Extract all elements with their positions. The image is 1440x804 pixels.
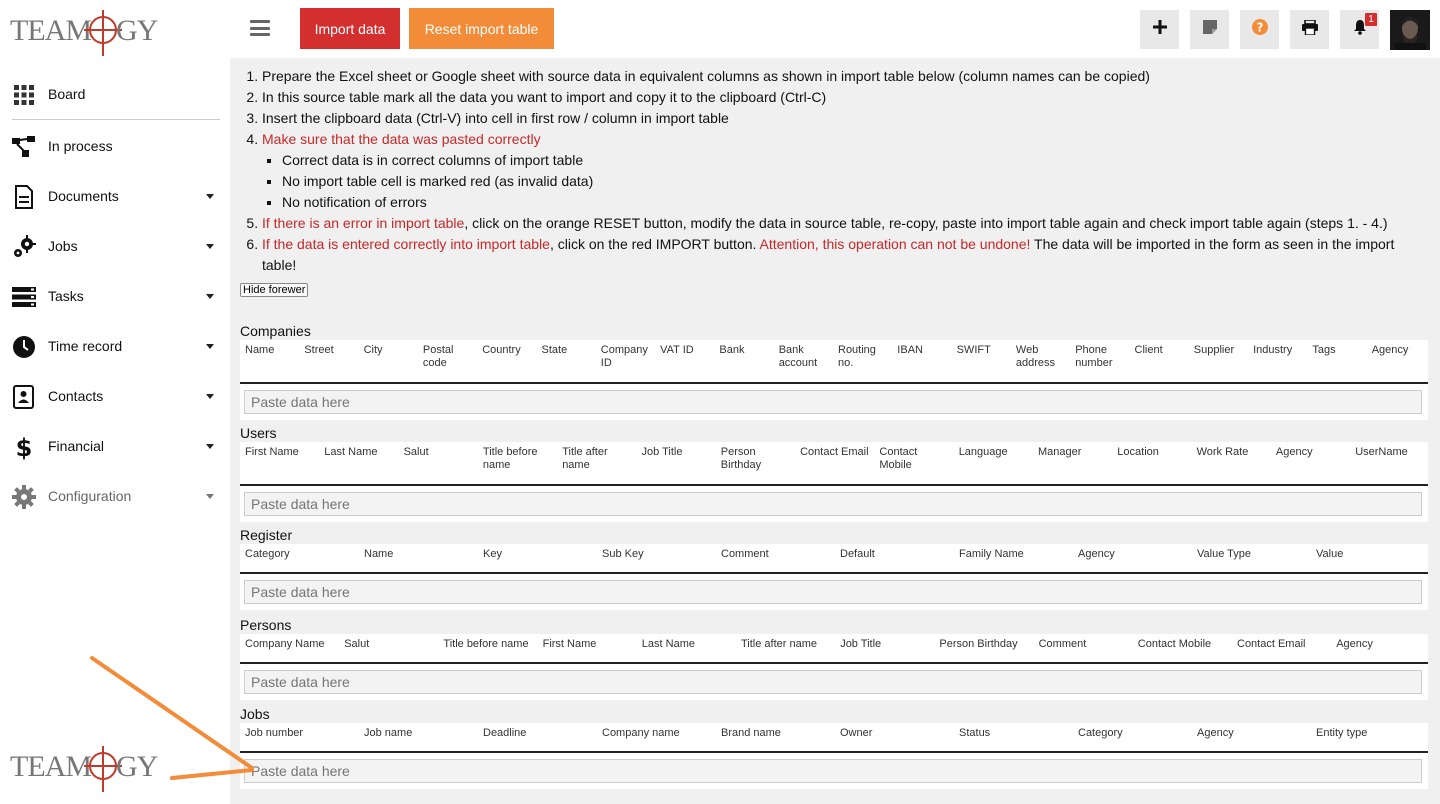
gears-icon — [12, 235, 36, 259]
column-header: Phone number — [1075, 344, 1113, 369]
svg-text:?: ? — [1256, 20, 1263, 35]
column-header: Web address — [1015, 344, 1056, 369]
section-title: Persons — [240, 617, 292, 633]
column-header: Entity type — [1316, 727, 1368, 739]
grid-icon — [12, 83, 36, 107]
jobs-import-table — [240, 705, 1428, 789]
column-header: Country — [482, 344, 521, 356]
contact-book-icon — [12, 385, 36, 409]
table-header-row — [240, 340, 1428, 384]
column-header: VAT ID — [660, 344, 694, 356]
column-header: Job Title — [840, 638, 882, 650]
table-header-row — [240, 544, 1428, 574]
column-header: Agency — [1078, 548, 1115, 560]
instruction-step-6 — [262, 234, 1430, 276]
column-header: Status — [959, 727, 991, 739]
persons-import-table — [240, 616, 1428, 700]
chevron-down-icon[interactable] — [206, 394, 214, 399]
clock-icon — [12, 335, 36, 359]
column-header: Postal code — [422, 344, 454, 369]
sidebar-item-financial[interactable] — [0, 426, 230, 466]
sidebar-item-documents[interactable] — [0, 176, 230, 216]
section-title: Register — [240, 527, 293, 543]
column-header: Title after name — [741, 638, 818, 650]
import-data-button[interactable]: Import data — [300, 8, 400, 49]
users-import-table — [240, 424, 1428, 522]
paste-data-input[interactable] — [244, 580, 1422, 604]
column-header: Job number — [245, 727, 304, 739]
column-header: Comment — [1038, 638, 1087, 650]
column-header: Title before name — [482, 446, 538, 471]
column-header: Agency — [1197, 727, 1234, 739]
column-header: Contact Mobile — [879, 446, 918, 471]
top-toolbar — [230, 0, 1440, 58]
instruction-step-3: 3. Insert the clipboard data (Ctrl-V) into cell in first row / column in import table — [262, 108, 1430, 129]
column-header: Last Name — [641, 638, 695, 650]
teamogy-logo-bottom — [10, 744, 160, 794]
column-header: Contact Email — [1237, 638, 1306, 650]
instruction-step-1: 1. Prepare the Excel sheet or Google sheet with source data in equivalent columns as shown in import table below (column names can be copied) — [262, 66, 1430, 87]
chevron-down-icon[interactable] — [206, 444, 214, 449]
sidebar-item-label: Tasks — [48, 288, 84, 304]
column-header: IBAN — [897, 344, 923, 356]
import-instructions — [240, 66, 1430, 276]
instruction-substep: ▪ No import table cell is marked red (as invalid data) — [282, 171, 1430, 192]
plus-icon — [1153, 20, 1167, 39]
column-header: Street — [304, 344, 334, 356]
document-icon — [12, 185, 36, 209]
column-header: Client — [1134, 344, 1163, 356]
column-header: First Name — [542, 638, 597, 650]
instruction-step-5-warning: If there is an error in import table — [262, 215, 465, 231]
column-header: Owner — [840, 727, 873, 739]
sidebar-item-label: Documents — [48, 188, 119, 204]
table-header-row — [240, 634, 1428, 664]
sidebar-item-label: Jobs — [48, 238, 78, 254]
instruction-step-6-attention: Attention, this operation can not be undone! — [759, 236, 1031, 252]
column-header: Agency — [1275, 446, 1313, 458]
paste-data-input[interactable] — [244, 492, 1422, 516]
column-header: Value Type — [1197, 548, 1252, 560]
process-flow-icon — [12, 135, 36, 159]
print-button[interactable] — [1290, 10, 1329, 49]
column-header: Salut — [344, 638, 370, 650]
column-header: Deadline — [483, 727, 527, 739]
column-header: Contact Mobile — [1137, 638, 1212, 650]
column-header: Tags — [1312, 344, 1336, 356]
instruction-substep: ▪ Correct data is in correct columns of import table — [282, 150, 1430, 171]
dollar-icon — [12, 435, 36, 459]
column-header: Agency — [1371, 344, 1409, 356]
sidebar-item-label: Time record — [48, 338, 123, 354]
svg-text:GY: GY — [116, 14, 158, 47]
column-header: Person Birthday — [939, 638, 1018, 650]
column-header: Comment — [721, 548, 769, 560]
column-header: Location — [1117, 446, 1159, 458]
instruction-step-4 — [262, 129, 1430, 213]
column-header: Manager — [1038, 446, 1082, 458]
chevron-down-icon[interactable] — [206, 194, 214, 199]
instruction-step-4-text: Make sure that the data was pasted correctly — [262, 131, 541, 147]
sidebar — [0, 0, 230, 804]
column-header: Agency — [1336, 638, 1373, 650]
column-header: Value — [1316, 548, 1344, 560]
paste-data-input[interactable] — [244, 670, 1422, 694]
paste-row — [240, 384, 1428, 420]
sidebar-item-label: Contacts — [48, 388, 104, 404]
column-header: Brand name — [721, 727, 781, 739]
column-header: Supplier — [1193, 344, 1235, 356]
notification-count-badge: 1 — [1365, 13, 1377, 26]
column-header: UserName — [1355, 446, 1408, 458]
column-header: Job Title — [641, 446, 683, 458]
section-title: Users — [240, 425, 277, 441]
instruction-step-5-text: , click on the orange RESET button, modify the data in source table, re-copy, paste into import table again and check import table again (steps 1. - 4.) — [464, 215, 1388, 231]
column-header: Company Name — [245, 638, 325, 650]
column-header: Person Birthday — [720, 446, 762, 471]
column-header: State — [541, 344, 568, 356]
gear-icon — [12, 485, 36, 509]
column-header: Category — [245, 548, 290, 560]
column-header: Job name — [364, 727, 413, 739]
paste-data-input[interactable] — [244, 390, 1422, 414]
column-header: Name — [364, 548, 394, 560]
column-header: Bank — [719, 344, 745, 356]
column-header: Company name — [602, 727, 680, 739]
hamburger-menu-icon[interactable] — [250, 20, 270, 36]
help-button[interactable] — [1240, 10, 1279, 49]
instruction-substep: ▪ No notification of errors — [282, 192, 1430, 213]
table-header-row — [240, 723, 1428, 753]
svg-text:TEAM: TEAM — [10, 750, 91, 783]
instruction-step-6-warning: If the data is entered correctly into import table — [262, 236, 550, 252]
instruction-step-2: 2. In this source table mark all the data you want to import and copy it to the clipboard (Ctrl-C) — [262, 87, 1430, 108]
column-header: Key — [483, 548, 502, 560]
sidebar-item-jobs[interactable] — [0, 226, 230, 266]
paste-row — [240, 753, 1428, 789]
svg-text:TEAM: TEAM — [10, 14, 91, 47]
column-header: Salut — [403, 446, 429, 458]
help-icon — [1252, 19, 1268, 40]
column-header: Language — [958, 446, 1008, 458]
table-header-row — [240, 442, 1428, 486]
column-header: Last Name — [324, 446, 378, 458]
svg-text:GY: GY — [116, 750, 158, 783]
avatar[interactable] — [1390, 10, 1430, 50]
column-header: Routing no. — [838, 344, 876, 369]
paste-row — [240, 574, 1428, 610]
hide-forever-button[interactable]: Hide forewer — [240, 283, 308, 297]
sidebar-item-label: In process — [48, 138, 113, 154]
column-header: Industry — [1253, 344, 1293, 356]
column-header: Contact Email — [800, 446, 869, 458]
column-header: Default — [840, 548, 875, 560]
column-header: Name — [245, 344, 275, 356]
chevron-down-icon[interactable] — [206, 344, 214, 349]
sidebar-item-board[interactable] — [0, 74, 230, 114]
note-icon — [1203, 20, 1217, 39]
teamogy-logo[interactable] — [10, 8, 160, 58]
tasks-stack-icon — [12, 285, 36, 309]
sidebar-item-label: Financial — [48, 438, 105, 454]
column-header: Work Rate — [1196, 446, 1249, 458]
section-title: Companies — [240, 323, 311, 339]
column-header: Title after name — [562, 446, 608, 471]
column-header: City — [363, 344, 383, 356]
paste-data-input[interactable] — [244, 759, 1422, 783]
column-header: Bank account — [778, 344, 818, 369]
print-icon — [1302, 20, 1318, 40]
instruction-step-5 — [262, 213, 1430, 234]
chevron-down-icon[interactable] — [206, 244, 214, 249]
column-header: SWIFT — [956, 344, 991, 356]
column-header: Title before name — [443, 638, 529, 650]
sidebar-item-contacts[interactable] — [0, 376, 230, 416]
sidebar-item-label: Configuration — [48, 488, 132, 504]
column-header: Family Name — [959, 548, 1024, 560]
sidebar-item-configuration[interactable] — [0, 476, 230, 516]
chevron-down-icon[interactable] — [206, 494, 214, 499]
instruction-step-6-text: , click on the red IMPORT button. — [549, 236, 760, 252]
notifications-button[interactable] — [1340, 10, 1379, 49]
paste-row — [240, 486, 1428, 522]
reset-import-table-button[interactable]: Reset import table — [409, 8, 554, 49]
notes-button[interactable] — [1190, 10, 1229, 49]
main-content — [230, 58, 1440, 804]
column-header: Category — [1078, 727, 1123, 739]
sidebar-item-in-process[interactable] — [0, 126, 230, 166]
column-header: First Name — [245, 446, 299, 458]
register-import-table — [240, 526, 1428, 610]
paste-row — [240, 664, 1428, 700]
column-header: Sub Key — [602, 548, 644, 560]
sidebar-item-tasks[interactable] — [0, 276, 230, 316]
sidebar-divider — [12, 119, 220, 120]
add-button[interactable] — [1140, 10, 1179, 49]
column-header: Company ID — [600, 344, 648, 369]
chevron-down-icon[interactable] — [206, 294, 214, 299]
instruction-step-6-rest: The data will be imported in the form as seen in the import table! — [262, 236, 1395, 273]
svg-text:$: $ — [16, 434, 32, 460]
sidebar-item-time-record[interactable] — [0, 326, 230, 366]
section-title: Jobs — [240, 706, 270, 722]
sidebar-item-label: Board — [48, 86, 86, 102]
companies-import-table — [240, 322, 1428, 420]
